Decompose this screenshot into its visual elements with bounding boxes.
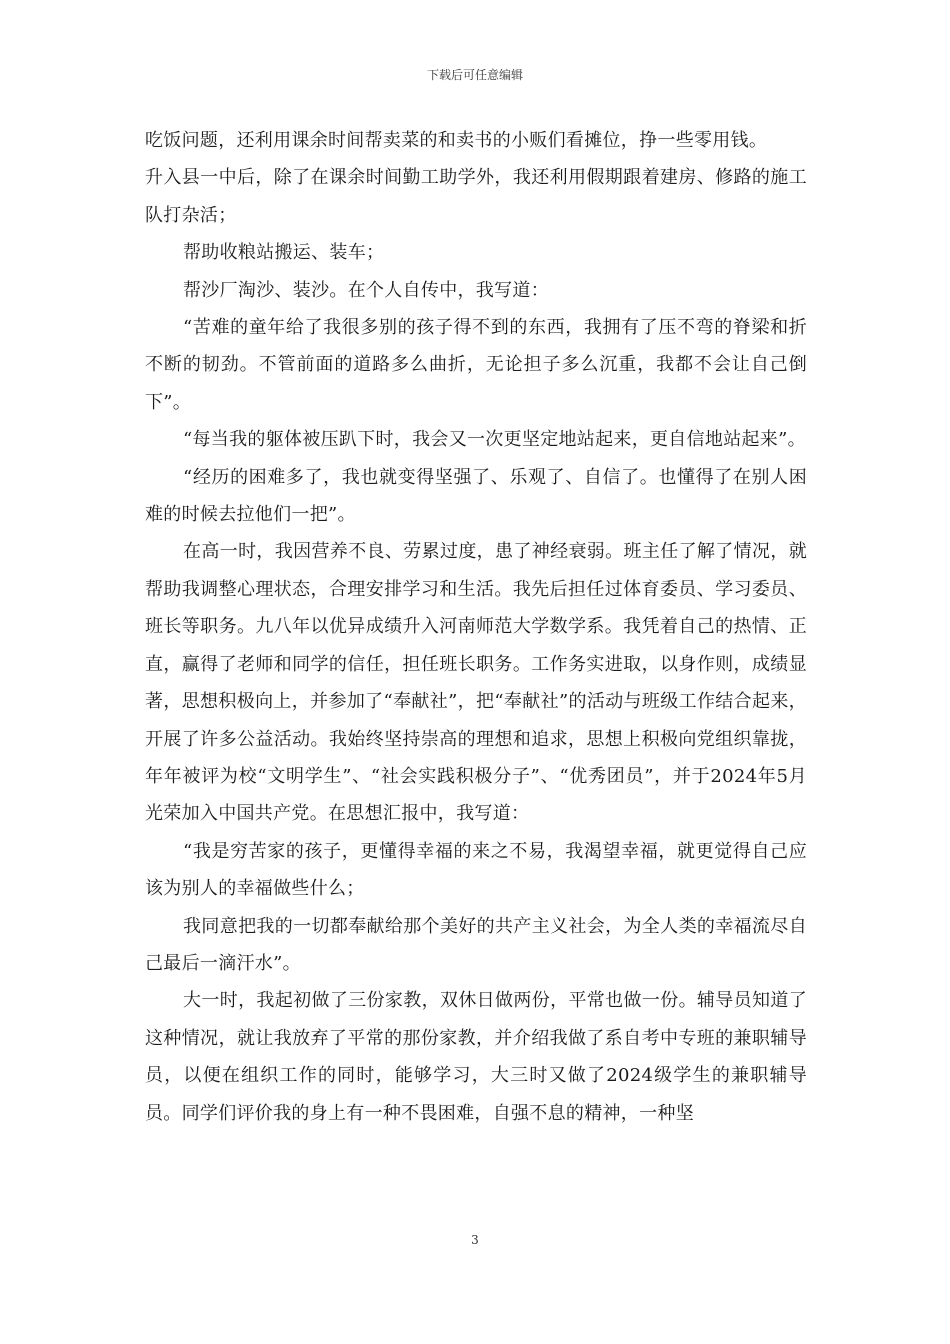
- paragraph-3: 帮助收粮站搬运、装车；: [183, 242, 385, 264]
- paragraph-9: “我是穷苦家的孩子，更懂得幸福的来之不易，我渴望幸福，就更觉得自己应该为别人的幸福做些什么；: [145, 840, 807, 900]
- paragraph-11: 大一时，我起初做了三份家教，双休日做两份，平常也做一份。辅导员知道了这种情况，就让我放弃了平常的那份家教，并介绍我做了系自考中专班的兼职辅导员，以便在组织工作的同时，能够学习，大三时又做了2024级学生的兼职辅导员。同学们评价我的身上有一种不畏困难，自强不息的精神，一种坚: [145, 990, 807, 1124]
- paragraph-8: 在高一时，我因营养不良、劳累过度，患了神经衰弱。班主任了解了情况，就帮助我调整心理状态，合理安排学习和生活。我先后担任过体育委员、学习委员、班长等职务。九八年以优异成绩升入河南师范大学数学系。我凭着自己的热情、正直，赢得了老师和同学的信任，担任班长职务。工作务实进取，以身作则，成绩显著，思想积极向上，并参加了“奉献社”，把“奉献社”的活动与班级工作结合起来，开展了许多公益活动。我始终坚持崇高的理想和追求，思想上积极向党组织靠拢，年年被评为校“文明学生”、“社会实践积极分子”、“优秀团员”，并于2024年5月光荣加入中国共产党。在思想汇报中，我写道：: [145, 541, 807, 825]
- paragraph-10: 我同意把我的一切都奉献给那个美好的共产主义社会，为全人类的幸福流尽自己最后一滴汗水”。: [145, 915, 807, 974]
- paragraph-1: 吃饭问题，还利用课余时间帮卖菜的和卖书的小贩们看摊位，挣一些零用钱。: [145, 130, 768, 151]
- paragraph-2: 升入县一中后，除了在课余时间勤工助学外，我还利用假期跟着建房、修路的施工队打杂活；: [145, 167, 807, 226]
- paragraph-4: 帮沙厂淘沙、装沙。在个人自传中，我写道：: [183, 279, 549, 301]
- header-note: 下载后可任意编辑: [426, 68, 523, 82]
- body-text: [145, 122, 807, 1132]
- page-number: 3: [471, 1233, 479, 1247]
- paragraph-7: “经历的困难多了，我也就变得坚强了、乐观了、自信了。也懂得了在别人困难的时候去拉他们一把”。: [145, 466, 807, 526]
- paragraph-6: “每当我的躯体被压趴下时，我会又一次更坚定地站起来，更自信地站起来”。: [183, 429, 806, 451]
- paragraph-5: “苦难的童年给了我很多别的孩子得不到的东西，我拥有了压不弯的脊梁和折不断的韧劲。不管前面的道路多么曲折，无论担子多么沉重，我都不会让自己倒下”。: [145, 317, 807, 413]
